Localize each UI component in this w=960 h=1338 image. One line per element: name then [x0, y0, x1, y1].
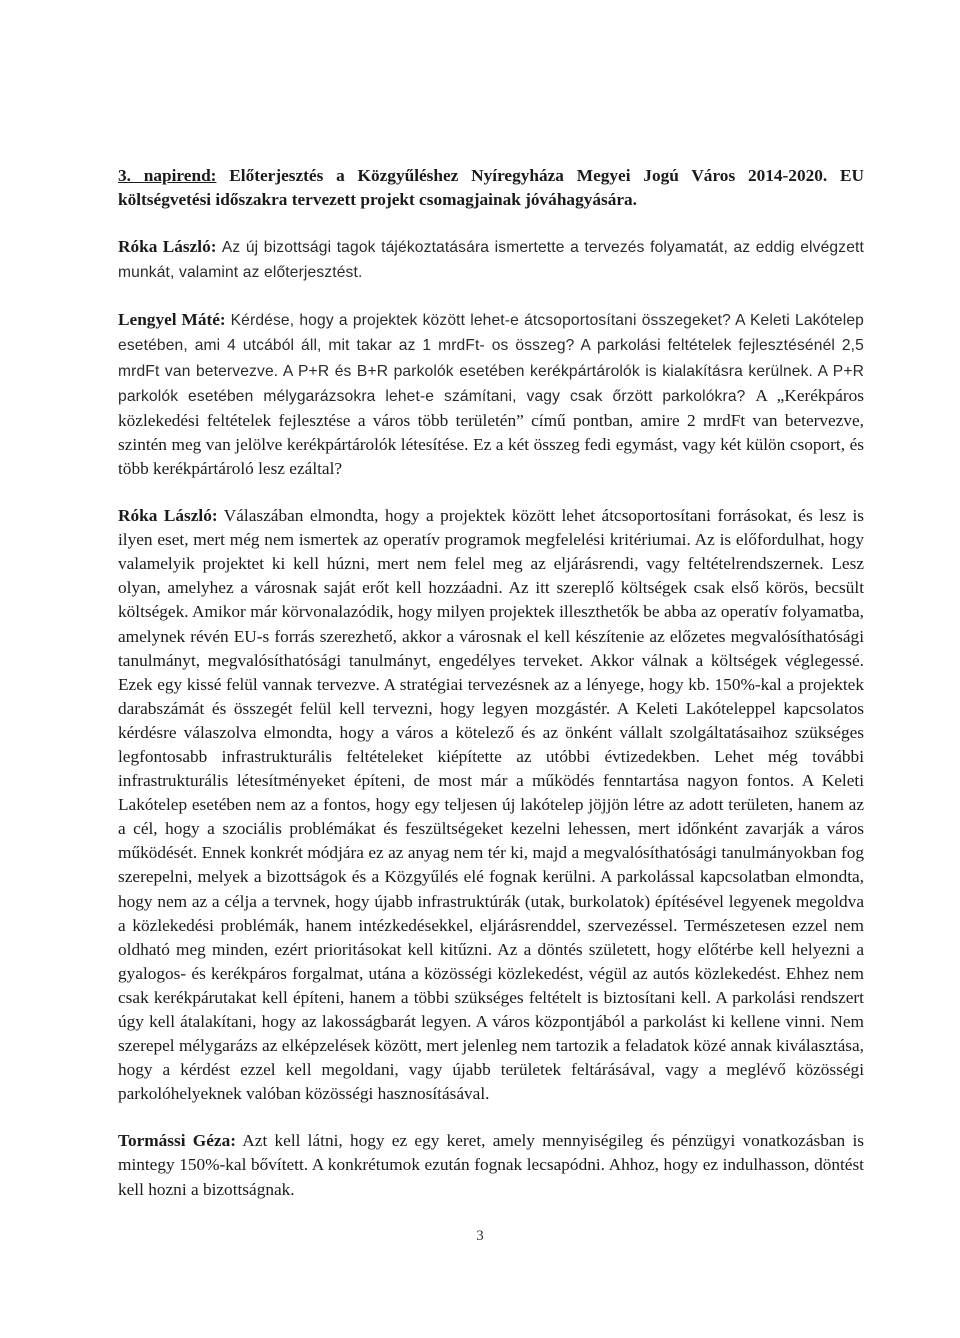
agenda-title: Előterjesztés a Közgyűléshez Nyíregyháza Megyei Jogú Város 2014-2020. EU költségvetési időszakra tervezett projekt csomagjainak jóváhagyására. — [118, 166, 864, 210]
agenda-label: 3. napirend: — [118, 166, 217, 185]
speaker-name: Róka László: — [118, 506, 218, 526]
document-body — [118, 164, 864, 1202]
paragraph-text: Válaszában elmondta, hogy a projektek között lehet átcsoportosítani forrásokat, és lesz is ilyen eset, mert még nem ismertek az operatív programok megfelelési kritériumai. Az is előfordulhat, hogy valamelyik projektet ki kell húzni, mert nem felel meg az eljárásrendi, vagy feltételrendszernek. Lesz olyan, amelyhez a városnak saját erőt kell hozzáadni. Az itt szereplő költségek csak első körös, becsült költségek. Amikor már körvonalazódik, hogy milyen projektek illeszthetők be abba az operatív folyamatba, amelynek révén EU-s forrás szerezhető, akkor a városnak el kell készítenie az előzetes megvalósíthatósági tanulmányt, megvalósíthatósági tanulmányt, engedélyes terveket. Akkor válnak a költségek véglegessé. Ezek egy kissé felül vannak tervezve. A stratégiai tervezésnek az a lényege, hogy kb. 150%-kal a projektek darabszámát és összegét felül kell tervezni, hogy legyen mozgástér. A Keleti Lakóteleppel kapcsolatos kérdésre válaszolva elmondta, hogy a város a kötelező és az önként vállalt szolgáltatásaihoz szükséges legfontosabb infrastrukturális feltételeket kiépítette az utóbbi évtizedekben. Lehet még további infrastrukturális létesítményeket építeni, de most már a működés fenntartása nagyon fontos. A Keleti Lakótelep esetében nem az a fontos, hogy egy teljesen új lakótelep jöjjön létre az adott területen, hanem az a cél, hogy a szociális problémákat és feszültségeket kezelni lehessen, mert időnként zavarják a város működését. Ennek konkrét módjára ez az anyag nem tér ki, majd a megvalósíthatósági tanulmányokban fog szerepelni, melyek a bizottságok és a Közgyűlés elé fognak kerülni. A parkolással kapcsolatban elmondta, hogy nem az a célja a tervnek, hogy újabb infrastruktúrák (utak, burkolatok) építésével legyenek megoldva a közlekedési problémák, hanem intézkedésekkel, eljárásrenddel, szervezéssel. Természetesen ezzel nem oldható meg minden, ezért prioritásokat kell kitűzni. Az a döntés született, hogy előtérbe kell helyezni a gyalogos- és kerékpáros forgalmat, utána a közösségi közlekedést, végül az autós közlekedést. Ehhez nem csak kerékpárutakat kell építeni, hanem a többi szükséges feltételt is biztosítani kell. A parkolási rendszert úgy kell átalakítani, hogy az lakosságbarát legyen. A város központjából a parkolást ki kellene vinni. Nem szerepel mélygarázs az elképzelések között, mert jelenleg nem tartozik a feladatok közé annak kiválasztása, hogy a kérdést ezzel kell megoldani, vagy újabb területek feltárásával, vagy a meglévő közösségi parkolóhelyeknek valóban közösségi hasznosításával. — [118, 506, 865, 1104]
paragraph-tormassi — [118, 1129, 864, 1201]
paragraph-lengyel-question — [118, 308, 864, 481]
paragraph-text: A „Kerékpáros közlekedési feltételek fejlesztése a város több területén” című pontban, amire 2 mrdFt van betervezve, szintén meg van jelölve kerékpártárolók létesítése. Ez a két összeg fedi egymást, vagy két külön csoport, és több kerékpártároló lesz ezáltal? — [118, 385, 864, 478]
page-number: 3 — [476, 1228, 484, 1244]
paragraph-roka-intro — [118, 235, 864, 285]
paragraph-text: Kérdése, hogy a projektek között lehet-e átcsoportosítani összegeket? A Keleti Lakótelep esetében, ami 4 utcából áll, mit takar az 1 mrdFt- os összeg? A parkolási feltételek fejlesztésénél 2,5 mrdFt van betervezve. A P+R és B+R parkolók esetében kerékpártárolók is kialakításra kerülnek. A P+R parkolók esetében mélygarázsokra lehet-e számítani, vagy csak őrzött parkolókra? — [118, 312, 864, 405]
speaker-name: Róka László: — [118, 237, 217, 257]
paragraph-text: Az új bizottsági tagok tájékoztatására ismertette a tervezés folyamatát, az eddig elvégzett munkát, valamint az előterjesztést. — [118, 239, 864, 282]
paragraph-text: Azt kell látni, hogy ez egy keret, amely mennyiségileg és pénzügyi vonatkozásban is mintegy 150%-kal bővített. A konkrétumok ezután fognak lecsapódni. Ahhoz, hogy ez indulhasson, döntést kell hozni a bizottságnak. — [118, 1131, 864, 1199]
speaker-name: Lengyel Máté: — [118, 310, 226, 330]
speaker-name: Tormássi Géza: — [118, 1131, 236, 1151]
agenda-heading — [118, 164, 864, 212]
paragraph-roka-answer — [118, 504, 864, 1106]
